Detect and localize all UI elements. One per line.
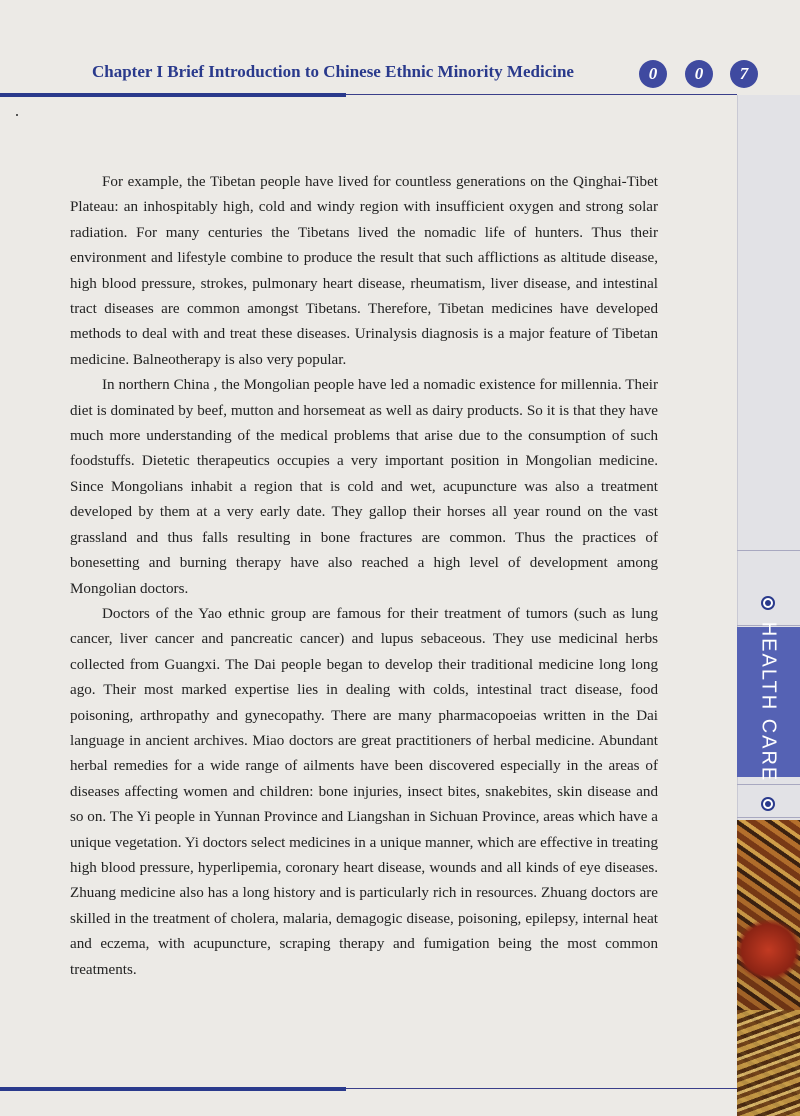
- thangka-artwork-gold-detail: [737, 1010, 800, 1116]
- target-icon: [761, 797, 775, 811]
- page-number-digit-2: 0: [685, 60, 713, 88]
- paragraph-tibetan: For example, the Tibetan people have lived for countless generations on the Qinghai-Tibet Plateau: an inhospitably high, cold and windy region with insufficient oxygen and strong solar radiation. For many centuries the Tibetans lived the nomadic life of hunters. Thus their environment and lifestyle combine to produce the result that such afflictions as altitude disease, high blood pressure, strokes, pulmonary heart disease, rheumatism, liver disease, and intestinal tract diseases are common amongst Tibetans. Therefore, Tibetan medicines have developed methods to deal with and treat these diseases. Urinalysis diagnosis is a major feature of Tibetan medicine. Balneotherapy is also very popular.: [70, 174, 658, 368]
- target-icon: [761, 596, 775, 610]
- section-label: HEALTH CARE: [757, 621, 780, 783]
- print-speck: [16, 114, 18, 116]
- chapter-title: Chapter I Brief Introduction to Chinese Ethnic Minority Medicine: [92, 62, 574, 81]
- page-number-digit-3: 7: [730, 60, 758, 88]
- paragraph-mongolian: In northern China , the Mongolian people have led a nomadic existence for millennia. Their diet is dominated by beef, mutton and horsemeat as well as dairy products. So it is that they have much more understanding of the medical problems that arise due to the consumption of such foodstuffs. Dietetic therapeutics occupies a very important position in Mongolian medicine. Since Mongolians inhabit a region that is cold and wet, acupuncture was also a treatment developed by them at a very early date. They gallop their horses all year round on the vast grassland and thus falls resulting in bone fractures are common. Thus the practices of bonesetting and burning therapy have also reached a high level of development among Mongolian doctors.: [70, 377, 658, 597]
- header-rule-accent: [0, 93, 346, 97]
- page-number-digit-1: 0: [639, 60, 667, 88]
- paragraph-yao-dai-miao-yi-zhuang: Doctors of the Yao ethnic group are famous for their treatment of tumors (such as lung cancer, liver cancer and pancreatic cancer) and lupus sebaceous. They use medicinal herbs collected from Guangxi. The Dai people began to develop their traditional medicine long long ago. Their most marked expertise lies in dealing with colds, intestinal tract disease, food poisoning, arthropathy and gynecopathy. There are many pharmacopoeias written in the Dai language in ancient archives. Miao doctors are great practitioners of herbal medicine. Abundant herbal remedies for a wide range of ailments have been discovered especially in the areas of diseases affecting women and children: bone injuries, insect bites, snakebites, skin disease and so on. The Yi people in Yunnan Province and Liangshan in Sichuan Province, areas which have a unique vegetation. Yi doctors select medicines in a unique manner, which are effective in treating high blood pressure, hyperlipemia, coronary heart disease, wounds and all kinds of eye diseases. Zhuang medicine also has a long history and is particularly rich in resources. Zhuang doctors are skilled in the treatment of cholera, malaria, demagogic disease, poisoning, epilepsy, internal heat and eczema, with acupuncture, scraping therapy and fumigation being the most common treatments.: [70, 605, 658, 978]
- body-text: [70, 170, 658, 983]
- thangka-artwork-red-detail: [737, 920, 800, 980]
- footer-rule-accent: [0, 1087, 346, 1091]
